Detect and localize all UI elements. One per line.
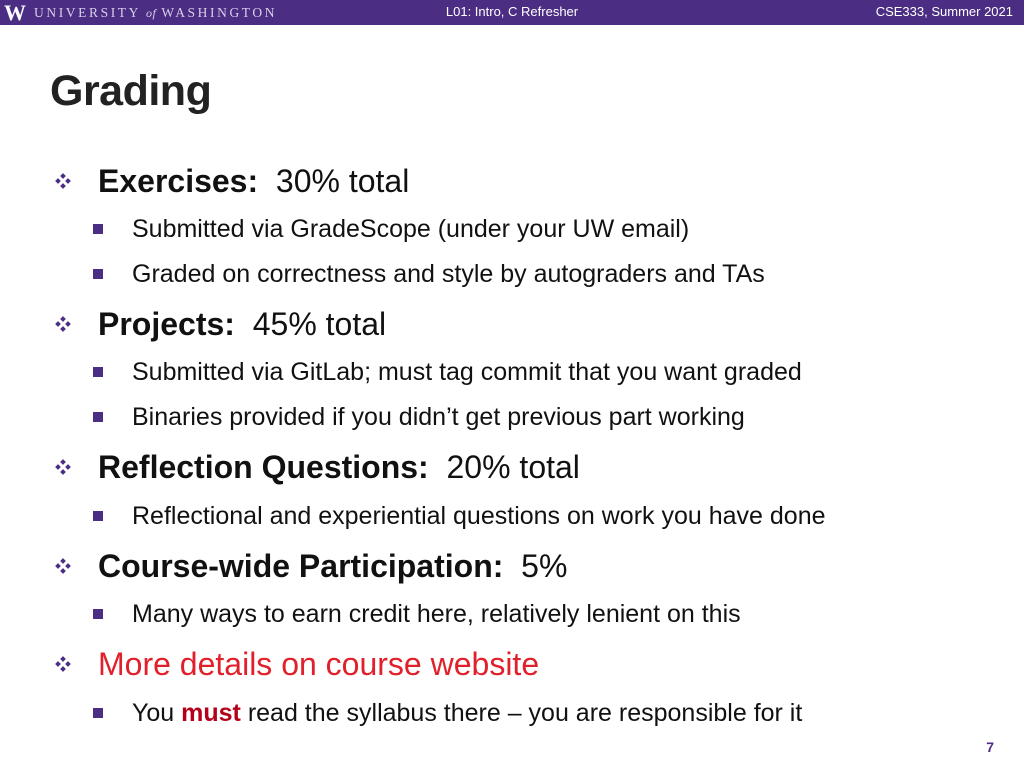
square-bullet-icon (93, 609, 103, 619)
bullet-reflection-questions (0, 447, 1024, 487)
square-bullet-icon (93, 708, 103, 718)
square-bullet-icon (93, 269, 103, 279)
sub-bullet-text: Binaries provided if you didn’t get previous part working (132, 403, 745, 431)
sub-bullet (0, 597, 1024, 631)
bullet-value: 20% total (446, 449, 580, 485)
bullet-text (98, 546, 567, 586)
course-website-link[interactable]: More details on course website (98, 646, 540, 682)
diamond-bullet-icon (54, 458, 72, 476)
emphasis-must: must (181, 699, 241, 727)
sub-bullet-text: Submitted via GitLab; must tag commit that you want graded (132, 358, 802, 386)
bullet-participation (0, 546, 1024, 586)
course-label: CSE333, Summer 2021 (875, 4, 1013, 19)
diamond-bullet-icon (54, 557, 72, 575)
wordmark-university: UNIVERSITY (34, 4, 141, 20)
bullet-text (98, 447, 580, 487)
sub-bullet (0, 212, 1024, 246)
diamond-bullet-icon (54, 655, 72, 673)
lecture-title: L01: Intro, C Refresher (445, 4, 579, 19)
sub-bullet-text: Graded on correctness and style by autograders and TAs (132, 260, 765, 288)
bullet-text (98, 161, 409, 201)
sub-bullet (0, 696, 1024, 730)
bullet-label: Exercises: (98, 163, 259, 199)
diamond-bullet-icon (54, 172, 72, 190)
sub-text-after: read the syllabus there – you are responsible for it (247, 699, 803, 727)
bullet-label: Course-wide Participation: (98, 548, 504, 584)
sub-bullet (0, 257, 1024, 291)
wordmark-of: of (146, 5, 157, 20)
slide-title: Grading (50, 67, 212, 115)
sub-bullet (0, 499, 1024, 533)
bullet-text (98, 304, 386, 344)
sub-bullet-text: Many ways to earn credit here, relatively lenient on this (132, 600, 741, 628)
sub-bullet-text (132, 696, 802, 730)
wordmark-washington: WASHINGTON (161, 4, 278, 20)
bullet-projects (0, 304, 1024, 344)
uw-w-logo-icon: W (4, 0, 26, 25)
page-number: 7 (986, 739, 994, 755)
diamond-bullet-icon (54, 315, 72, 333)
bullet-label: Projects: (98, 306, 235, 342)
bullet-value: 5% (521, 548, 568, 584)
square-bullet-icon (93, 224, 103, 234)
bullet-label: Reflection Questions: (98, 449, 429, 485)
bullet-value: 45% total (252, 306, 387, 342)
sub-bullet-text: Reflectional and experiential questions on work you have done (132, 502, 826, 530)
bullet-exercises (0, 161, 1024, 201)
bullet-more-details (0, 644, 1024, 684)
square-bullet-icon (93, 367, 103, 377)
sub-text-before: You (132, 699, 175, 727)
bullet-value: 30% total (275, 163, 410, 199)
square-bullet-icon (93, 511, 103, 521)
sub-bullet (0, 400, 1024, 434)
square-bullet-icon (93, 412, 103, 422)
sub-bullet-text: Submitted via GradeScope (under your UW email) (132, 215, 690, 243)
header-bar (0, 0, 1024, 25)
sub-bullet (0, 355, 1024, 389)
